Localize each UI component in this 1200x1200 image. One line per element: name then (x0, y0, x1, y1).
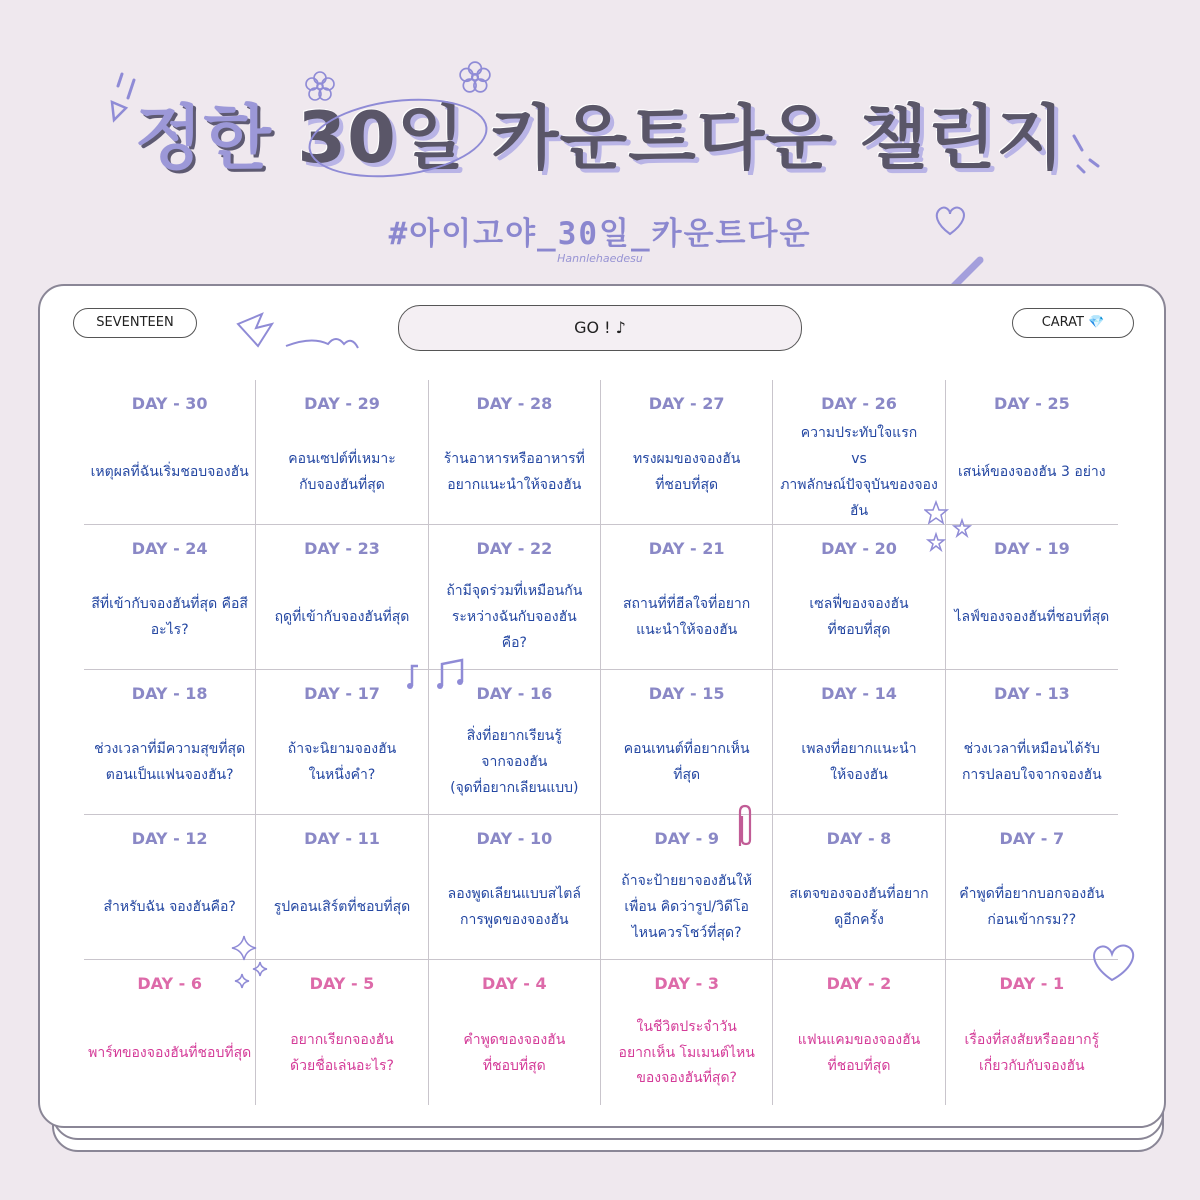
day-cell (601, 960, 773, 1105)
day-cell (946, 670, 1118, 815)
day-question: อยากเรียกจองฮัน ด้วยชื่อเล่นอะไร? (290, 1031, 394, 1074)
day-question: ทรงผมของจองฮัน ที่ชอบที่สุด (632, 451, 741, 493)
day-question: คอนเทนต์ที่อยากเห็น ที่สุด (623, 741, 750, 783)
title-name: 정한 (134, 97, 273, 179)
day-label: DAY - 14 (821, 684, 897, 703)
day-label: DAY - 7 (999, 829, 1065, 848)
day-label: DAY - 21 (648, 539, 725, 558)
day-label: DAY - 17 (304, 684, 380, 703)
day-label: DAY - 24 (131, 539, 208, 558)
day-question: ในชีวิตประจำวัน อยากเห็น โมเมนต์ไหน ของจองฮันที่สุด? (618, 1018, 755, 1087)
bird-doodle-icon (232, 306, 372, 366)
day-question: เซลฟี่ของจองฮัน ที่ชอบที่สุด (809, 596, 909, 638)
sparkle-doodle-left (104, 50, 164, 130)
day-cell (601, 670, 773, 815)
day-label: DAY - 22 (476, 539, 553, 558)
day-question: สำหรับฉัน จองฮันคือ? (103, 899, 236, 916)
day-question: เรื่องที่สงสัยหรืออยากรู้ เกี่ยวกับกับจองฮัน (964, 1031, 1100, 1074)
day-label: DAY - 5 (309, 974, 375, 993)
flower-icon (304, 70, 336, 102)
day-question: ถ้าจะป้ายยาจองฮันให้ เพื่อน คิดว่ารูป/วิดีโอ ไหนควรโชว์ที่สุด? (621, 873, 752, 941)
day-question: พาร์ทของจองฮันที่ชอบที่สุด (88, 1044, 252, 1061)
day-cell (84, 670, 256, 815)
day-cell (601, 380, 773, 525)
day-label: DAY - 2 (826, 974, 892, 993)
music-notes-icon (404, 656, 474, 696)
day-cell (601, 525, 773, 670)
day-label: DAY - 25 (993, 394, 1070, 413)
day-label: DAY - 15 (648, 684, 725, 703)
day-cell (773, 380, 945, 525)
seventeen-pill: SEVENTEEN (73, 308, 197, 338)
carat-pill: CARAT 💎 (1012, 308, 1134, 338)
hashtag: #아이고야_30일_카운트다운 (388, 216, 812, 252)
day-cell (256, 525, 428, 670)
credit-handle: Hannlehaedesu (557, 252, 643, 265)
day-label: DAY - 8 (826, 829, 892, 848)
day-label: DAY - 3 (654, 974, 719, 993)
day-question: ร้านอาหารหรืออาหารที่ อยากแนะนำให้จองฮัน (443, 451, 585, 493)
go-bar: GO ! ♪ (398, 305, 802, 351)
day-cell (256, 960, 428, 1105)
day-label: DAY - 26 (821, 394, 897, 413)
day-cell (429, 380, 601, 525)
day-question: ไลฟ์ของจองฮันที่ชอบที่สุด (954, 609, 1110, 626)
day-question: แฟนแคมของจองฮัน ที่ชอบที่สุด (797, 1031, 921, 1074)
day-label: DAY - 10 (476, 829, 553, 848)
day-cell (84, 525, 256, 670)
day-label: DAY - 11 (304, 829, 380, 848)
day-question: สเตจของจองฮันที่อยาก ดูอีกครั้ง (789, 886, 929, 928)
sparkle-doodle-right (1068, 130, 1108, 180)
day-question: คำพูดของจองฮัน ที่ชอบที่สุด (463, 1031, 566, 1074)
day-label: DAY - 18 (131, 684, 208, 703)
day-label: DAY - 23 (304, 539, 380, 558)
day-cell (256, 815, 428, 960)
day-question: ลองพูดเลียนแบบสไตล์ การพูดของจองฮัน (447, 886, 581, 928)
day-question: ช่วงเวลาที่เหมือนได้รับ การปลอบใจจากจองฮัน (961, 741, 1102, 783)
day-question: เหตุผลที่ฉันเริ่มชอบจองฮัน (90, 464, 249, 481)
heart-doodle-icon (1086, 936, 1140, 986)
day-question: ถ้าจะนิยามจองฮัน ในหนึ่งคำ? (287, 741, 397, 783)
day-cell (256, 670, 428, 815)
heart-doodle-icon (930, 200, 970, 240)
day-cell (84, 380, 256, 525)
page-title (0, 82, 1200, 183)
day-label: DAY - 13 (993, 684, 1070, 703)
day-cell (429, 525, 601, 670)
day-question: เพลงที่อยากแนะนำ ให้จองฮัน (801, 741, 917, 783)
day-label: DAY - 4 (482, 974, 547, 993)
title-days: 30일 (297, 97, 466, 179)
day-label: DAY - 28 (476, 394, 553, 413)
day-question: คำพูดที่อยากบอกจองฮัน ก่อนเข้ากรม?? (959, 886, 1105, 928)
day-label: DAY - 19 (993, 539, 1070, 558)
day-question: ความประทับใจแรก vs ภาพลักษณ์ปัจจุบันของจองฮัน (780, 425, 938, 519)
paperclip-icon (732, 802, 758, 852)
sparkle-icon (230, 934, 270, 1004)
day-question: รูปคอนเสิร์ตที่ชอบที่สุด (273, 899, 411, 916)
flower-icon (458, 60, 492, 94)
day-question: ช่วงเวลาที่มีความสุขที่สุด ตอนเป็นแฟนจองฮัน? (94, 741, 246, 783)
day-cell (773, 815, 945, 960)
calendar-card (38, 284, 1166, 1128)
day-label: DAY - 27 (648, 394, 725, 413)
day-question: สถานที่ที่ฮีลใจที่อยาก แนะนำให้จองฮัน (623, 596, 751, 638)
day-question: เสน่ห์ของจองฮัน 3 อย่าง (958, 464, 1106, 481)
day-label: DAY - 16 (476, 684, 553, 703)
star-doodle-icon (924, 500, 974, 560)
day-cell (773, 960, 945, 1105)
day-question: คอนเซปต์ที่เหมาะ กับจองฮันที่สุด (288, 451, 396, 493)
day-label: DAY - 30 (131, 394, 208, 413)
day-label: DAY - 12 (131, 829, 208, 848)
day-label: DAY - 20 (821, 539, 897, 558)
day-label: DAY - 9 (654, 829, 719, 848)
day-cell (773, 670, 945, 815)
day-label: DAY - 29 (304, 394, 380, 413)
day-cell (773, 525, 945, 670)
day-label: DAY - 1 (999, 974, 1065, 993)
day-cell (429, 960, 601, 1105)
day-question: ถ้ามีจุดร่วมที่เหมือนกัน ระหว่างฉันกับจองฮัน คือ? (446, 583, 583, 651)
day-cell (256, 380, 428, 525)
day-cell (429, 815, 601, 960)
day-label: DAY - 6 (137, 974, 202, 993)
day-question: สีที่เข้ากับจองฮันที่สุด คือสีอะไร? (91, 596, 248, 638)
day-question: ฤดูที่เข้ากับจองฮันที่สุด (274, 609, 410, 626)
title-rest: 카운트다운 챌린지 (490, 97, 1066, 179)
day-question: สิ่งที่อยากเรียนรู้ จากจองฮัน (จุดที่อยากเลียนแบบ) (450, 728, 579, 796)
